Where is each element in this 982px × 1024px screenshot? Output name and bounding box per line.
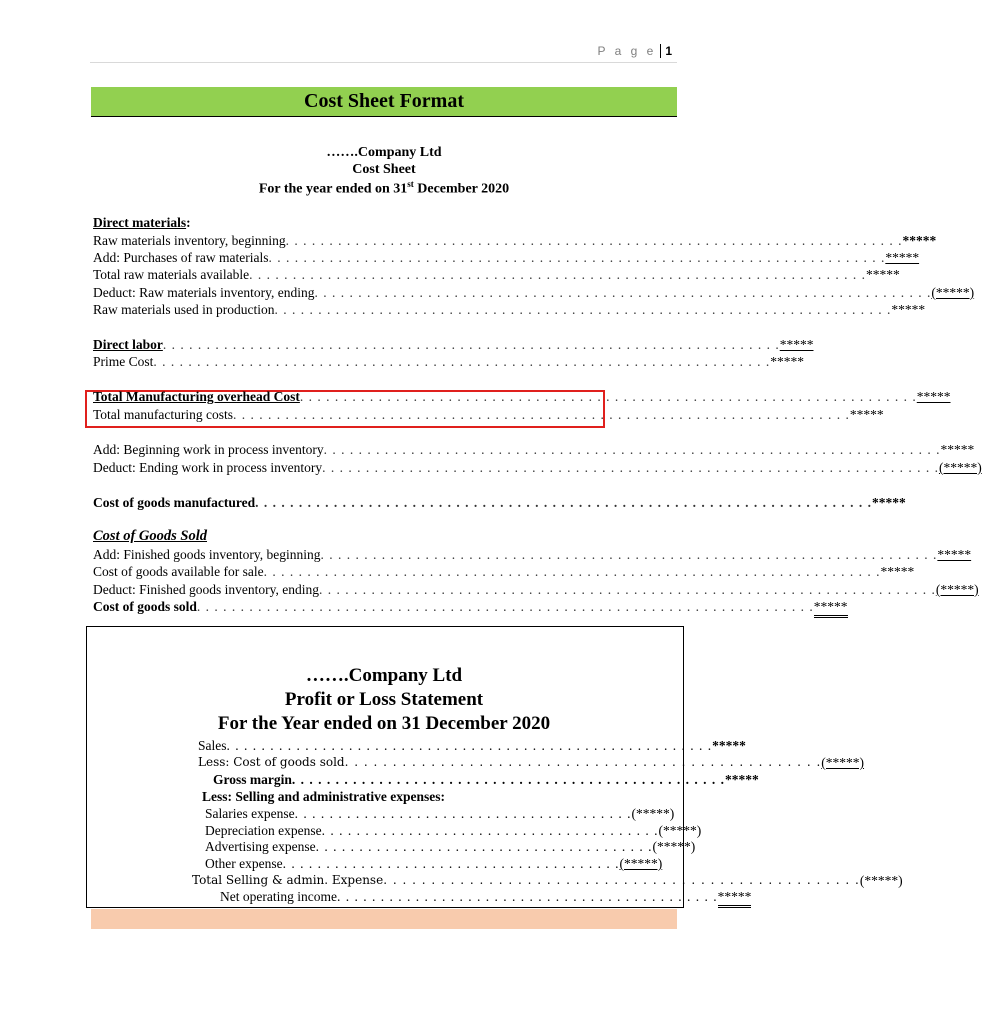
row-label: Add: Finished goods inventory, beginning [93,547,321,562]
page-number-header [598,44,673,58]
cogm-row [93,494,906,511]
row-label: Gross margin [213,772,292,787]
pl-sga-heading: Less: Selling and administrative expenses: [202,789,446,804]
row-label: Add: Beginning work in process inventory [93,442,324,457]
pl-cogs-row: Less: Cost of goods sold . . . . . . . . . . . . . . . . . . . . . . . . . . . . . . . . . . . . . . . . . . . . . . . . . . (*****) [198,755,865,770]
footer-band [91,909,677,929]
direct-labor-row [93,336,814,353]
document-title: Cost Sheet Format [91,87,677,117]
prime-cost-row [93,353,805,370]
period-text-end: December 2020 [413,181,510,197]
row-value: ***** [940,442,975,457]
row-value: (*****) [935,582,979,597]
row-value: ***** [865,267,900,282]
cost-sheet-heading: Cost Sheet [352,162,416,177]
total-mfg-row [93,406,884,423]
row-value: ***** [712,738,746,753]
row-value: ***** [885,250,920,265]
row-label: Deduct: Ending work in process inventory [93,460,323,475]
pl-expense-row: Depreciation expense . . . . . . . . . . . . . . . . . . . . . . . . . . . . . . . . . . . . . . . (*****) [205,823,702,838]
row-label: Cost of goods available for sale [93,564,264,579]
row-value: (*****) [931,285,975,300]
row-value: ***** [880,564,915,579]
cogs-total-row [93,598,848,618]
row-value: ***** [814,598,848,618]
row-value: (*****) [859,873,903,888]
row-value: (*****) [658,823,702,838]
direct-materials-label: Direct materials [93,215,187,230]
row-value: (*****) [619,856,663,871]
cogs-row [93,546,972,563]
cost-row [93,284,975,301]
row-value: ***** [770,354,805,369]
row-value: (*****) [652,839,696,854]
row-label: Raw materials used in production [93,302,275,317]
row-label: Salaries expense [205,806,295,821]
pl-total-sga-row: Total Selling & admin. Expense . . . . . . . . . . . . . . . . . . . . . . . . . . . . . . . . . . . . . . . . . . . . . . . . . . (*****) [192,873,903,888]
row-label: Raw materials inventory, beginning [93,233,286,248]
row-label: Net operating income [220,889,337,904]
row-label: Total raw materials available [93,267,250,282]
row-value: ***** [902,233,937,248]
pl-company-name: …….Company Ltd [305,665,463,686]
row-label: Sales [198,738,227,753]
pl-expense-row: Advertising expense . . . . . . . . . . . . . . . . . . . . . . . . . . . . . . . . . . . . . . . (*****) [205,839,696,854]
cost-row [93,266,900,283]
pl-sales-row: Sales . . . . . . . . . . . . . . . . . . . . . . . . . . . . . . . . . . . . . . . . . . . . . . . . . . . . . . . . ***** [198,738,746,753]
row-label: Deduct: Finished goods inventory, ending [93,582,319,597]
period-text: For the year ended on 31 [258,181,408,197]
direct-materials-colon: : [186,215,191,230]
row-label: Other expense [205,856,283,871]
row-label: Total manufacturing costs [93,407,234,422]
row-value: ***** [937,547,972,562]
row-value: (*****) [821,755,865,770]
cost-row [93,232,937,249]
cogs-heading [93,528,583,545]
page-number: 1 [660,44,672,58]
pl-expense-row: Salaries expense . . . . . . . . . . . . . . . . . . . . . . . . . . . . . . . . . . . . . . . (*****) [205,806,675,821]
period-superscript: st [407,179,414,189]
row-value: (*****) [631,806,675,821]
cost-row [93,301,926,318]
page-word: P a g e [597,44,657,58]
row-label: Cost of goods sold [93,599,197,614]
cost-row [93,249,920,266]
row-label: Total Selling & admin. Expense [192,873,384,887]
row-value: ***** [916,389,951,404]
row-label: Add: Purchases of raw materials [93,250,269,265]
row-value: ***** [849,407,884,422]
direct-materials-heading [93,214,583,231]
row-label: Cost of goods manufactured [93,495,256,510]
pl-period: For the Year ended on 31 December 2020 [217,713,551,734]
pl-expense-row: Other expense . . . . . . . . . . . . . . . . . . . . . . . . . . . . . . . . . . . . . . . (*****) [205,856,663,871]
row-label: Prime Cost [93,354,154,369]
pl-net-row: Net operating income . . . . . . . . . . . . . . . . . . . . . . . . . . . . . . . . . . . . . . . . . . . . ***** [220,888,660,908]
row-value: (*****) [938,460,982,475]
row-value: ***** [718,888,752,908]
pl-gross-row: Gross margin . . . . . . . . . . . . . . . . . . . . . . . . . . . . . . . . . . . . . . . . . . . . . . . . . . ***** [213,772,759,787]
row-label: Depreciation expense [205,823,322,838]
overhead-row [93,388,951,405]
cogs-heading-label: Cost of Goods Sold [93,528,208,544]
wip-end-row [93,459,982,476]
row-label: Deduct: Raw materials inventory, ending [93,285,315,300]
pl-heading: Profit or Loss Statement [284,689,484,710]
row-label: Total Manufacturing overhead Cost [93,389,300,404]
wip-begin-row [93,441,975,458]
row-value: ***** [725,772,759,787]
company-name: …….Company Ltd [326,145,442,160]
row-label: Advertising expense [205,839,316,854]
row-label: Less: Cost of goods sold [198,755,345,769]
cogs-row [93,563,915,580]
row-value: ***** [872,495,906,510]
row-value: ***** [891,302,926,317]
cogs-row [93,581,979,598]
row-label: Direct labor [93,337,163,352]
cost-sheet-period [91,179,677,198]
row-value: ***** [779,337,814,352]
header-divider [90,62,677,63]
